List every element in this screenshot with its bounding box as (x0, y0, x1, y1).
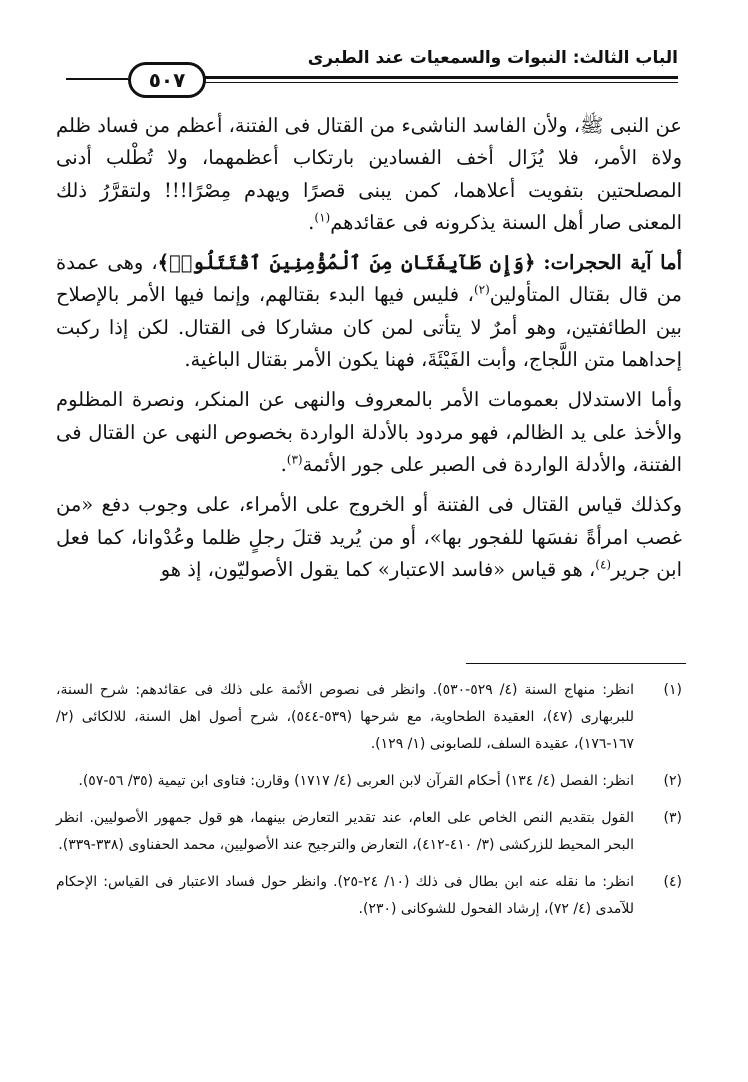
footnote-1 (56, 677, 682, 758)
footnote-2 (56, 768, 682, 795)
footnote-separator (466, 663, 686, 664)
footnote-ref-1[interactable]: (١) (314, 210, 331, 225)
badge-side-line (66, 78, 128, 80)
paragraph-3-end: . (280, 452, 287, 476)
footnote-text: انظر: الفصل (٤/ ١٣٤) أحكام القرآن لابن العربى (٤/ ١٧١٧) وقارن: فتاوى ابن تيمية (٣٥/ ٥٦-٥٧). (78, 773, 634, 789)
paragraph-1-end: . (308, 210, 315, 234)
paragraph-2-text-b: ، فليس فيها البدء بقتالهم، وإنما فيها الأمر بالإصلاح بين الطائفتين، وهو أمرٌ لا يتأتى لمن كان مشاركا فى القتال. لكن إذا ركبت إحداهما متن اللَّجاج، وأبت الفَيْئَةَ، فهنا يكون الأمر بقتال الباغية. (56, 283, 682, 372)
quran-verse: ﴿وَإِن طَآيِفَتَانِ مِنَ ٱلْمُؤْمِنِينَ ٱقْتَتَلُوا۟﴾ (157, 251, 536, 275)
footnote-number: (١) (663, 682, 682, 698)
footnote-4 (56, 869, 682, 923)
footnote-text: انظر: ما نقله عنه ابن بطال فى ذلك (١٠/ ٢٤-٢٥). وانظر حول فساد الاعتبار فى القياس: الإحكام للآمدى (٤/ ٧٢)، إرشاد الفحول للشوكانى (٢٣٠). (56, 874, 635, 917)
footnote-3 (56, 805, 682, 859)
footnote-ref-3[interactable]: (٣) (286, 452, 303, 467)
paragraph-3-text: وأما الاستدلال بعمومات الأمر بالمعروف والنهى عن المنكر، ونصرة المظلوم والأخذ على يد الظالم، فهو مردود بالأدلة الواردة بخصوص النهى عن القتال فى الفتنة، والأدلة الواردة فى الصبر على جور الأئمة (56, 388, 682, 476)
header-rule-thin (200, 82, 678, 83)
footnote-number: (٢) (663, 773, 682, 789)
paragraph-2-lead: أما آية الحجرات: (543, 251, 682, 275)
footnote-ref-2[interactable]: (٢) (473, 282, 490, 297)
paragraph-1-text: عن النبى ﷺ، ولأن الفاسد الناشىء من القتال فى الفتنة، أعظم من فساد ظلم ولاة الأمر، فلا يُزَال أخف الفسادين بارتكاب أعظمهما، ولا تُطْلب أدنى المصلحتين بتفويت أعلاهما، كمن يبنى قصرًا ويهدم مِصْرًا!!! ولتقرَّرُ ذلك المعنى صار أهل السنة يذكرونه فى عقائدهم (56, 114, 682, 234)
paragraph-2 (56, 247, 682, 376)
paragraph-4-text-a: وكذلك قياس القتال فى الفتنة أو الخروج على الأمراء، على وجوب دفع «من غصب امرأةً نفسَها للفجور بها»، أو من يُريد قتلَ رجلٍ ظلما وعُدْوانا، كما فعل ابن جرير (56, 493, 682, 581)
chapter-title: الباب الثالث: النبوات والسمعيات عند الطبرى (307, 48, 678, 68)
paragraph-3 (56, 384, 682, 481)
footnote-text: انظر: منهاج السنة (٤/ ٥٢٩-٥٣٠). وانظر فى نصوص الأئمة على ذلك فى عقائدهم: شرح السنة، للبربهارى (٤٧)، العقيدة الطحاوية، مع شرحها (٥٣٩-٥٤٤)، شرح أصول اهل السنة، للالكائى (٢/ ١٦٧-١٧٦)، عقيدة السلف، للصابونى (١/ ١٢٩). (56, 682, 634, 752)
paragraph-1 (56, 110, 682, 239)
footnotes (56, 677, 682, 933)
paragraph-4-text-b: ، هو قياس «فاسد الاعتبار» كما يقول الأصوليّون، إذ هو (160, 557, 596, 581)
header-rule-thick (200, 76, 678, 79)
paragraph-4 (56, 489, 682, 586)
footnote-number: (٤) (663, 874, 682, 890)
running-header (66, 42, 678, 102)
main-text (56, 110, 682, 594)
page-number-badge (128, 62, 206, 98)
footnote-text: القول بتقديم النص الخاص على العام، عند تقدير التعارض بينهما، هو قول جمهور الأصوليين. انظر البحر المحيط للزركشى (٣/ ٤١٠-٤١٢)، التعارض والترجيح عند الأصوليين، محمد الحفناوى (٣٣٨-٣٣٩). (56, 810, 634, 853)
paragraph-2-text-a: ، وهى عمدة من قال بقتال المتأولين (56, 251, 682, 307)
footnote-ref-4[interactable]: (٤) (595, 557, 612, 572)
page-number: ٥٠٧ (148, 68, 186, 92)
footnote-number: (٣) (663, 810, 682, 826)
